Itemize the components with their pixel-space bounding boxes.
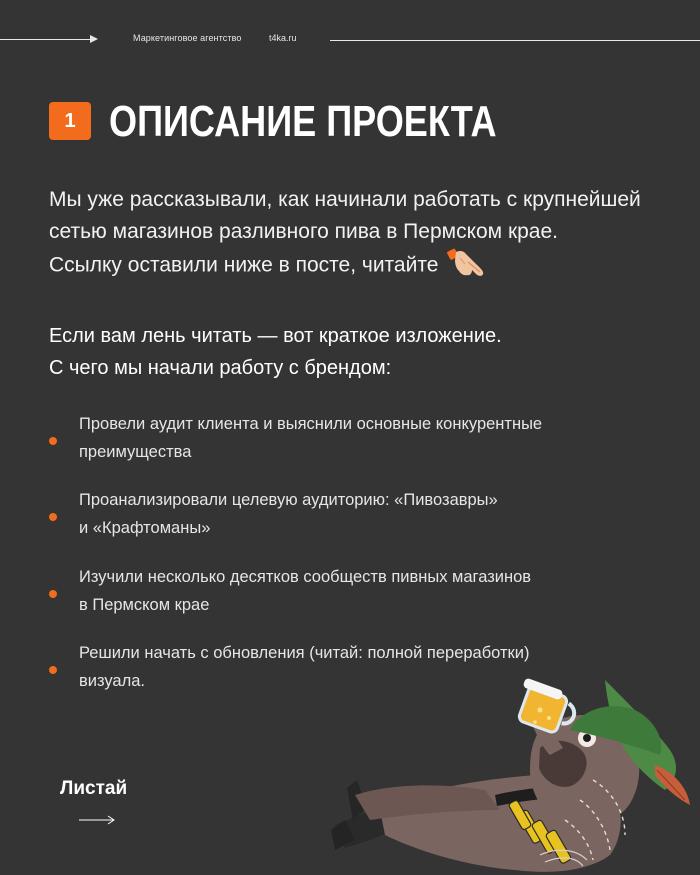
list-item [49,486,609,542]
swipe-label[interactable]: Листай [60,778,128,799]
bullet-dot-icon [49,666,57,674]
header-agency-label: Маркетинговое агентство [133,33,242,43]
list-item [49,410,609,466]
page-title: ОПИСАНИЕ ПРОЕКТА [109,97,497,146]
summary-line: Если вам лень читать — вот краткое изложение. [49,325,502,347]
header-line-left [0,39,92,40]
list-item-line: Изучили несколько десятков сообществ пивных магазинов [79,568,532,586]
pointing-hand-icon [446,246,490,282]
header-line-right [330,40,700,41]
arrow-right-icon[interactable] [79,815,115,825]
intro-line-last: Ссылку оставили ниже в посте, читайте [49,248,679,284]
list-item-line: Решили начать с обновления (читай: полной переработки) [79,644,530,662]
bullet-dot-icon [49,590,57,598]
header-arrow-icon [90,35,98,43]
bullet-list [49,410,609,695]
summary-line: С чего мы начали работу с брендом: [49,357,392,379]
bullet-dot-icon [49,513,57,521]
intro-paragraph [49,184,679,284]
mascot-illustration [325,670,700,875]
list-item [49,563,609,619]
list-item-line: визуала. [79,672,145,690]
list-item-line: и «Крафтоманы» [79,519,211,537]
header-site-link[interactable]: t4ka.ru [269,33,297,43]
intro-line: Мы уже рассказывали, как начинали работать с крупнейшей [49,188,641,211]
section-number-badge: 1 [49,102,91,140]
list-item-line: Провели аудит клиента и выяснили основные конкурентные [79,415,543,433]
summary-heading [49,320,669,384]
list-item-line: в Пермском крае [79,596,210,614]
list-item-line: преимущества [79,443,192,461]
intro-line: сетью магазинов разливного пива в Пермском крае. [49,220,559,243]
bullet-dot-icon [49,437,57,445]
list-item-line: Проанализировали целевую аудиторию: «Пивозавры» [79,491,498,509]
